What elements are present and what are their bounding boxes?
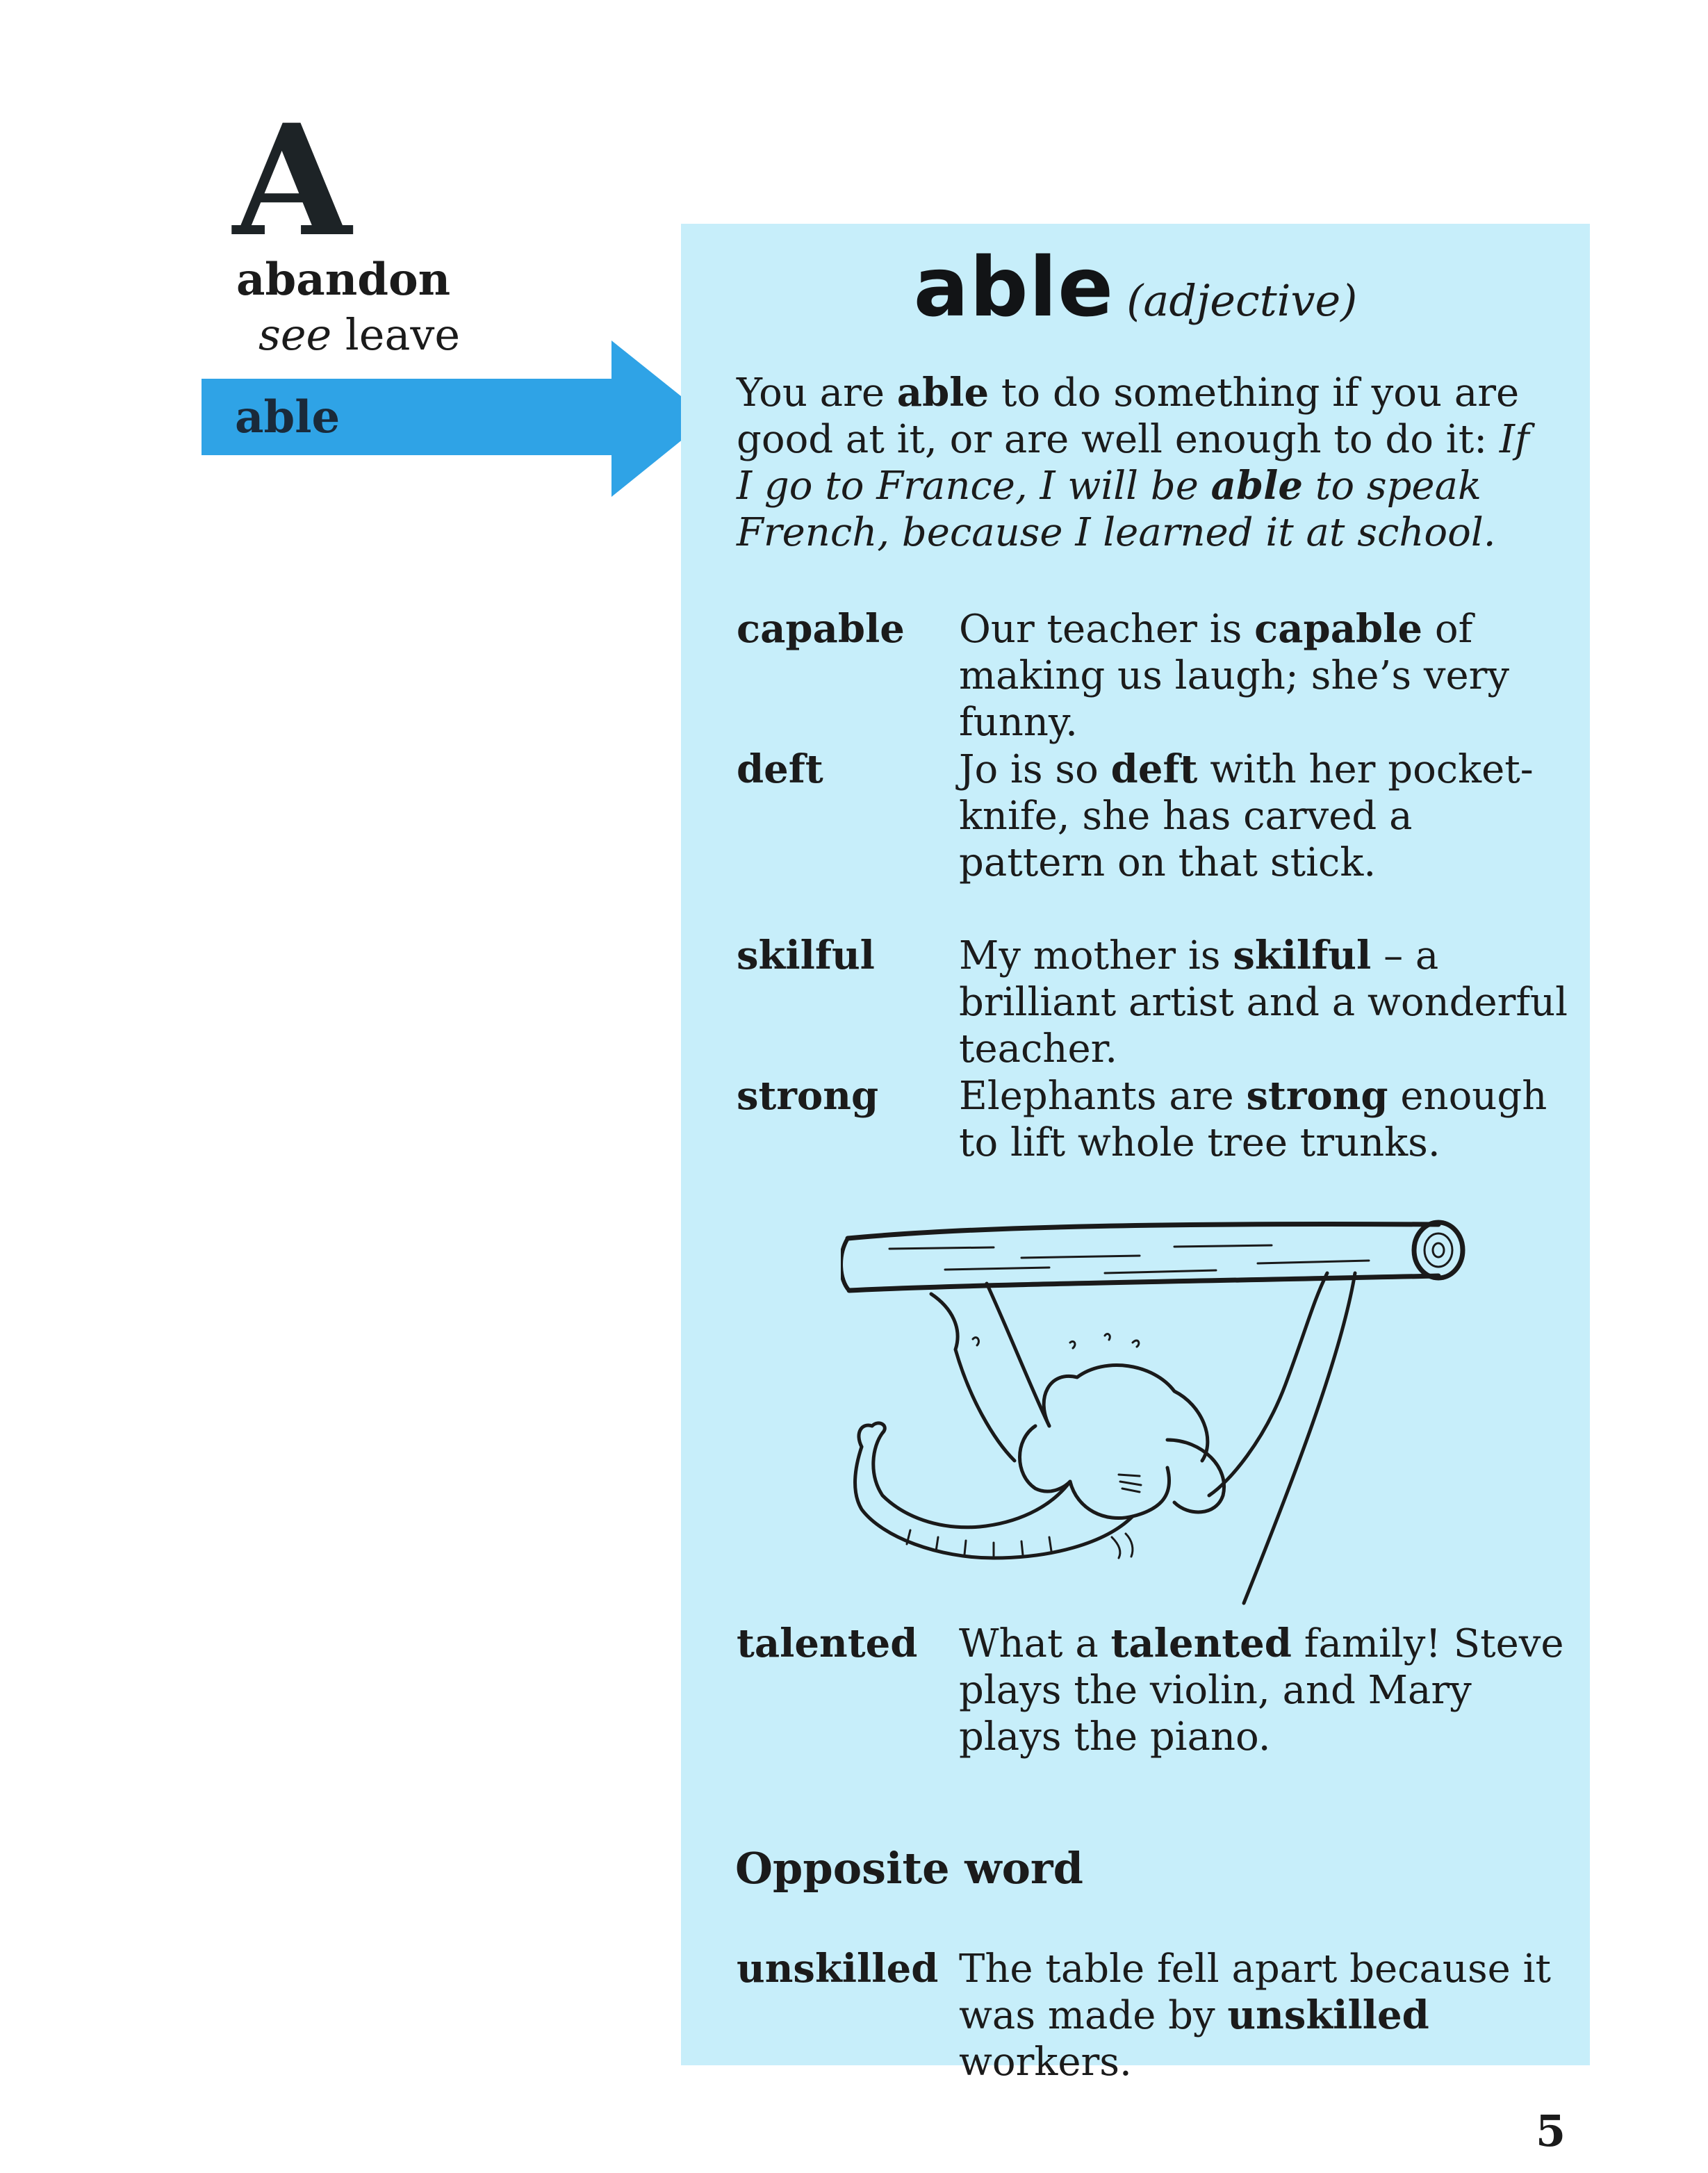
headword-line [681,239,1590,335]
example-bold: skilful [1233,933,1372,978]
example-text: with her pocket-knife, she has carved a pattern on that stick. [959,747,1534,885]
def-bold: able [896,370,990,416]
definition [737,370,1557,556]
example-text: workers. [959,2040,1132,2085]
synonym-example [959,606,1570,746]
example-bold: strong [1246,1073,1388,1119]
def-example: to speak French, because I learned it at school. [737,464,1496,555]
example-bold: talented [1110,1621,1292,1666]
synonym-word: talented [737,1621,918,1666]
synonym-word: capable [737,606,905,652]
synonym-example [959,933,1570,1072]
opposite-heading: Opposite word [735,1843,1083,1894]
synonym-example [959,1073,1570,1166]
synonym-word: skilful [737,933,875,978]
example-text: What a [959,1621,1111,1666]
example-bold: deft [1110,746,1198,792]
example-text: family! Steve plays the violin, and Mary plays the piano. [959,1621,1564,1760]
example-text: of making us laugh; she’s very funny. [959,607,1510,745]
synonym-word: strong [737,1073,879,1119]
current-entry-label: able [235,391,340,443]
see-label: see [258,309,332,360]
synonym-example [959,1621,1570,1760]
entry-panel [681,224,1590,2085]
see-target[interactable]: leave [345,309,461,360]
opposite-word: unskilled [737,1946,939,1992]
part-of-speech: (adjective) [1126,275,1358,326]
opposite-example [959,1946,1570,2085]
example-text: Our teacher is [959,607,1255,652]
example-text: Elephants are [959,1074,1247,1119]
example-text: My mother is [959,933,1233,978]
example-text: – a brilliant artist and a wonderful teacher. [959,933,1568,1072]
index-entry-abandon[interactable]: abandon [236,254,451,306]
headword: able [913,239,1115,335]
page-number: 5 [1536,2106,1566,2156]
def-example: If I go to France, I will be [737,417,1529,509]
synonym-example [959,746,1570,886]
def-text: You are [737,370,897,416]
example-bold: unskilled [1227,1992,1429,2038]
def-example-bold: able [1210,463,1304,509]
def-text: to do something if you are good at it, or are well enough to do it: [737,370,1520,462]
synonym-word: deft [737,746,823,792]
section-letter: A [233,90,352,270]
example-bold: capable [1254,606,1423,652]
example-text: The table fell apart because it was made by [959,1946,1552,2038]
example-text: Jo is so [959,747,1111,792]
example-text: enough to lift whole tree trunks. [959,1074,1547,1165]
